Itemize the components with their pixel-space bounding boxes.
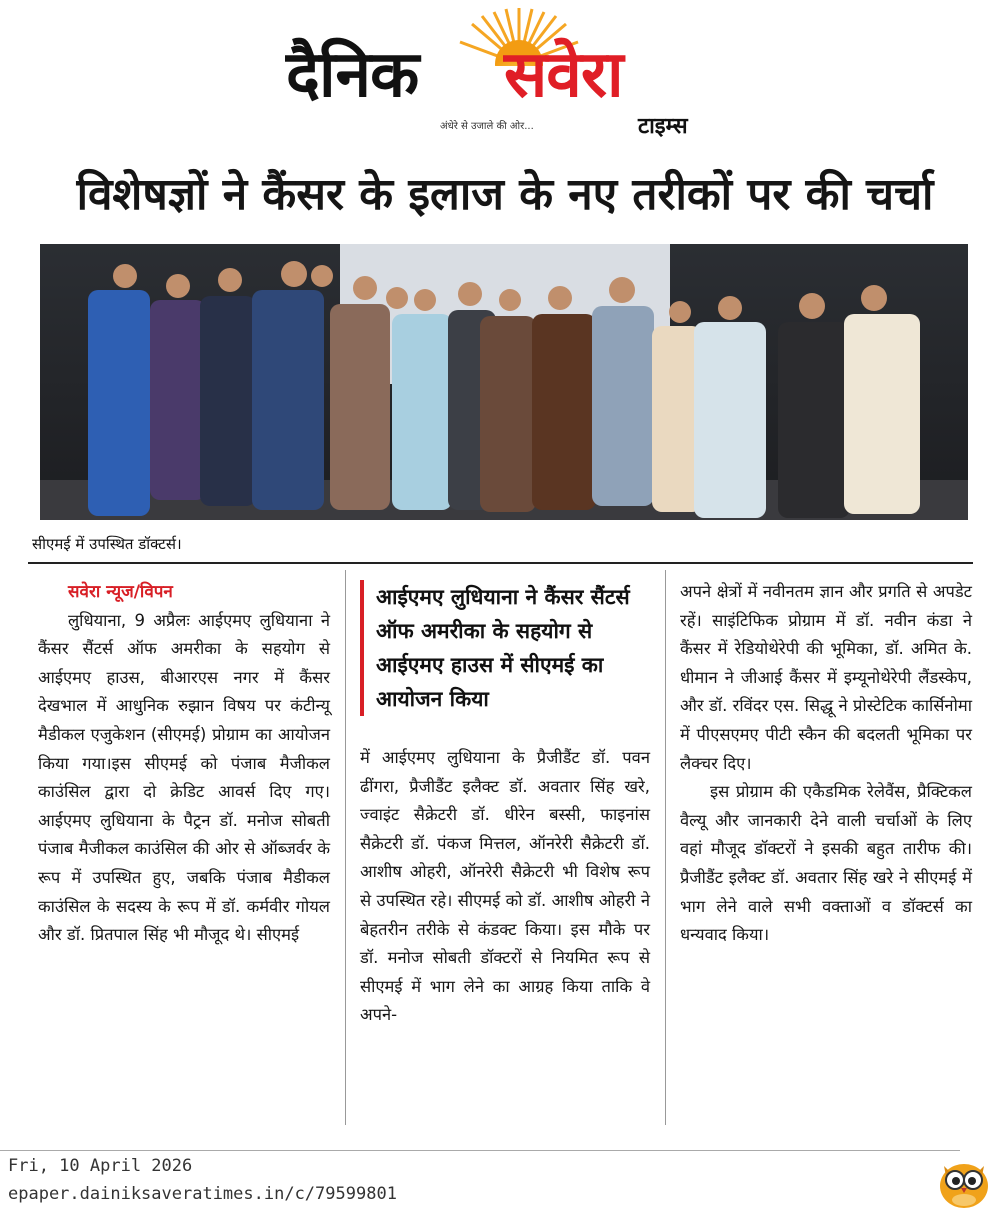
footer [8,1152,397,1208]
article-column-3 [680,578,972,950]
owl-icon[interactable] [936,1150,992,1210]
newspaper-logo[interactable] [282,6,722,142]
subheading: आईएमए लुधियाना ने कैंसर सैंटर्स ऑफ अमरीका के सहयोग से आईएमए हाउस में सीएमई का आयोजन किया [360,580,652,716]
article-column-1 [38,578,330,950]
footer-url[interactable]: epaper.dainiksaveratimes.in/c/79599801 [8,1184,397,1204]
column-divider [345,570,346,1125]
byline: सवेरा न्यूज/विपन [68,582,173,602]
footer-divider [0,1150,960,1151]
article-text: में आईएमए लुधियाना के प्रैजीडैंट डॉ. पवन ढींगरा, प्रैजीडैंट इलैक्ट डॉ. अवतार सिंह खरे, ज्वाइंट सैक्रेटरी डॉ. धीरेन बस्सी, फाइनांस सैक्रेटरी डॉ. पंकज मित्तल, ऑनरेरी सैक्रेटरी डॉ. आशीष ओहरी, ऑनरेरी सैक्रेटरी भी विशेष रूप से उपस्थित रहे। सीएमई को डॉ. आशीष ओहरी ने बेहतरीन तरीके से कंडक्ट किया। इस मौके पर डॉ. मनोज सोबती डॉक्टरों से नियमित रूप से सीएमई में भाग लेने का आग्रह किया ताकि वे अपने- [360,748,650,1025]
logo-word-savera: सवेरा [504,38,623,112]
photo-caption: सीएमई में उपस्थित डॉक्टर्स। [32,535,182,553]
caption-divider [28,562,973,564]
article-paragraph [680,778,972,950]
headline: विशेषज्ञों ने कैंसर के इलाज के नए तरीकों पर की चर्चा [76,169,934,220]
column-divider [665,570,666,1125]
byline-row [38,578,330,607]
logo-word-dainik: दैनिक [286,38,419,112]
footer-date: Fri, 10 April 2026 [8,1156,193,1176]
masthead [0,0,998,148]
logo-word-times: टाइम्स [638,114,688,139]
logo-tagline: अंधेरे से उजाले की ओर... [440,121,534,132]
article-text: लुधियाना, 9 अप्रैलः आईएमए लुधियाना ने कैंसर सैंटर्स ऑफ अमरीका के सहयोग से आईएमए हाउस, बीआरएस नगर में कैंसर देखभाल में आधुनिक रुझान विषय पर कंटीन्यू मैडीकल एजुकेशन (सीएमई) प्रोग्राम का आयोजन किया गया।इस सीएमई को पंजाब मैजीकल काउंसिल द्वारा दो क्रेडिट आवर्स दिए गए। आईएमए लुधियाना के पैट्रन डॉ. मनोज सोबती पंजाब मैजीकल काउंसिल की ओर से ऑब्जर्वर के रूप में उपस्थित हुए, जबकि पंजाब मैडीकल काउंसिल के सदस्य के रूप में डॉ. कर्मवीर गोयल और डॉ. प्रितपाल सिंह भी मौजूद थे। सीएमई [38,610,330,945]
group-photo-illustration [40,244,968,520]
article-text: अपने क्षेत्रों में नवीनतम ज्ञान और प्रगति से अपडेट रहें। साइंटिफिक प्रोग्राम में डॉ. नवीन कंडा ने कैंसर में रेडियोथेरेपी की भूमिका, डॉ. अमित के. धीमान ने जीआई कैंसर में इम्यूनोथेरेपी लैंडस्केप, और डॉ. रविंदर एस. सिद्धू ने प्रोस्टेटिक कार्सिनोमा में पीएसएमए पीटी स्कैन की बदलती भूमिका पर लैक्चर दिए। [680,582,972,773]
article-text: इस प्रोग्राम की एकैडमिक रेलेवैंस, प्रैक्टिकल वैल्यू और जानकारी देने वाली चर्चाओं के लिए वहां मौजूद डॉक्टरों ने इसकी बहुत तारीफ की। प्रैजीडैंट इलैक्ट डॉ. अवतार सिंह खरे ने सीएमई में भाग लेने वाले सभी वक्ताओं व डॉक्टर्स का धन्यवाद किया। [680,782,972,945]
group-photo [40,244,968,520]
article-paragraph [38,607,330,950]
article-column-2 [360,744,650,1030]
